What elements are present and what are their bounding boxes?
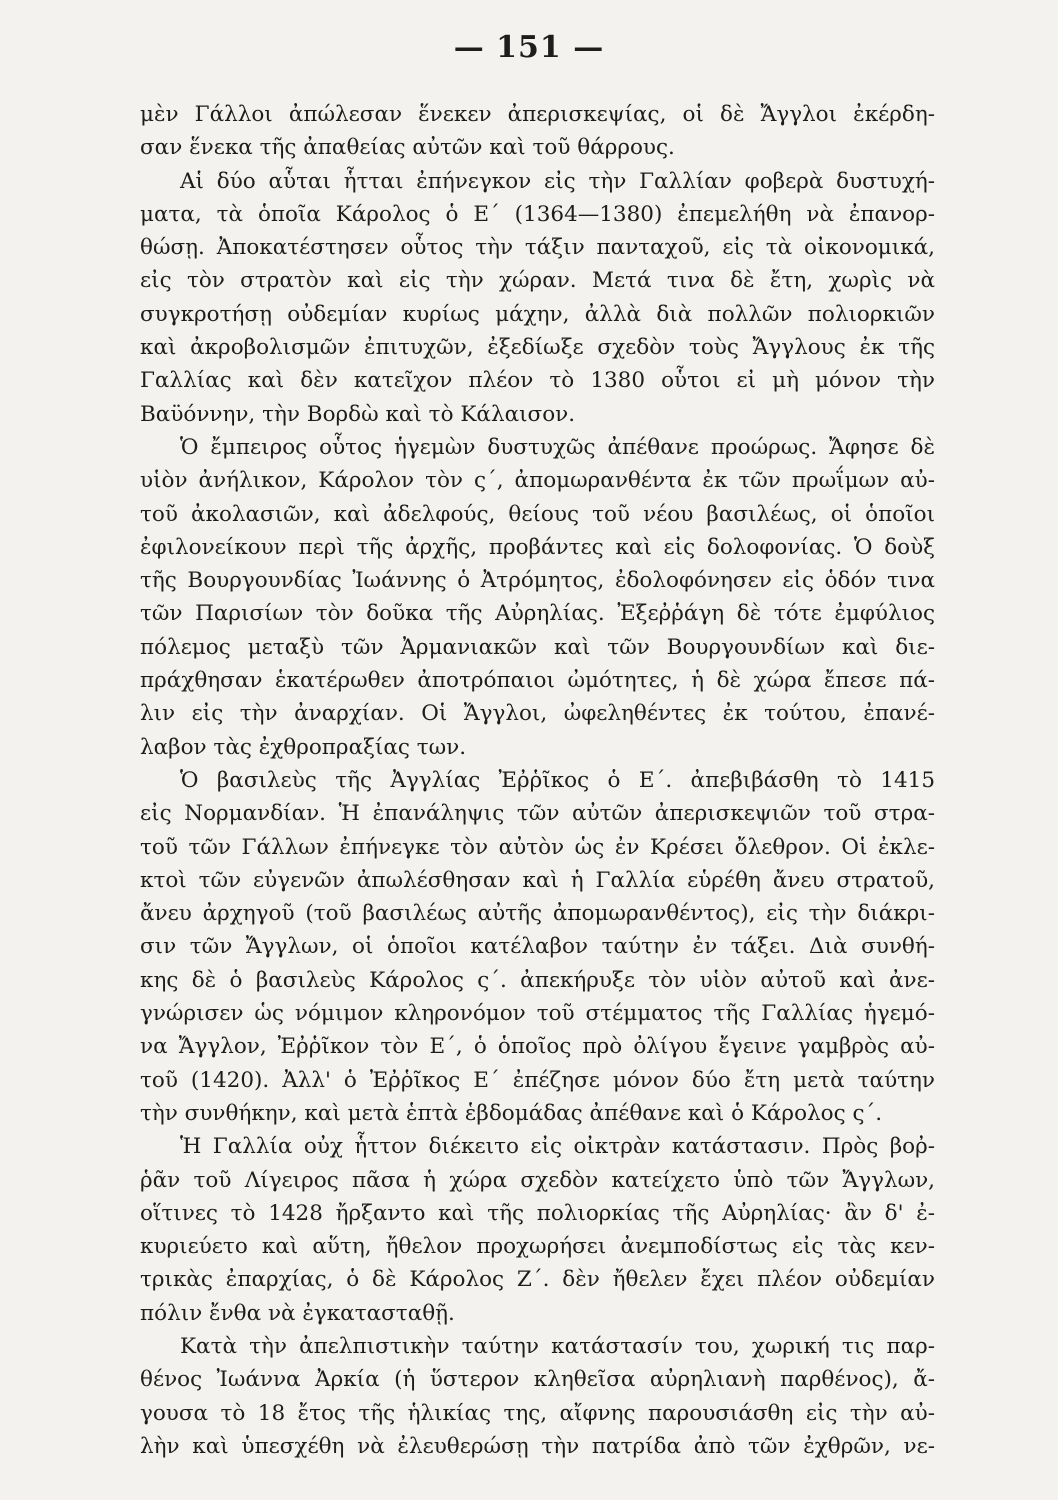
text-line: πράχθησαν ἑκατέρωθεν ἀποτρόπαιοι ὠμότητες, ἡ δὲ χώρα ἔπεσε πά- <box>140 668 935 694</box>
text-line: τοῦ (1420). Ἀλλ' ὁ Ἐῤῥῖκος Ε΄ ἐπέζησε μόνον δύο ἔτη μετὰ ταύτην <box>140 1067 935 1093</box>
text-line: θώσῃ. Ἀποκατέστησεν οὗτος τὴν τάξιν πανταχοῦ, εἰς τὰ οἰκονομικά, <box>140 235 935 261</box>
text-line: καὶ ἀκροβολισμῶν ἐπιτυχῶν, ἐξεδίωξε σχεδὸν τοὺς Ἄγγλους ἐκ τῆς <box>140 335 935 361</box>
text-line: Ὁ ἔμπειρος οὗτος ἡγεμὼν δυστυχῶς ἀπέθανε προώρως. Ἄφησε δὲ <box>180 434 935 460</box>
text-line: θένος Ἰωάννα Ἀρκία (ἡ ὕστερον κληθεῖσα αὐρηλιανὴ παρθένος), ἄ- <box>140 1367 935 1393</box>
text-line: μὲν Γάλλοι ἀπώλεσαν ἕνεκεν ἀπερισκεψίας, οἱ δὲ Ἄγγλοι ἐκέρδη- <box>140 102 935 127</box>
text-line: λὴν καὶ ὑπεσχέθη νὰ ἐλευθερώσῃ τὴν πατρίδα ἀπὸ τῶν ἐχθρῶν, νε- <box>140 1433 935 1459</box>
text-line: Ὁ βασιλεὺς τῆς Ἀγγλίας Ἐῤῥῖκος ὁ Ε΄. ἀπεβιβάσθη τὸ 1415 <box>180 767 935 793</box>
text-line: τοῦ τῶν Γάλλων ἐπήνεγκε τὸν αὐτὸν ὡς ἐν Κρέσει ὄλεθρον. Οἱ ἐκλε- <box>140 834 935 860</box>
text-line: εἰς Νορμανδίαν. Ἡ ἐπανάληψις τῶν αὐτῶν ἀπερισκεψιῶν τοῦ στρα- <box>140 801 935 827</box>
text-line: υἱὸν ἀνήλικον, Κάρολον τὸν ς΄, ἀπομωρανθέντα ἐκ τῶν πρωΐμων αὐ- <box>140 468 935 494</box>
text-line: τρικὰς ἐπαρχίας, ὁ δὲ Κάρολος Ζ΄. δὲν ἤθελεν ἔχει πλέον οὐδεμίαν <box>140 1267 935 1293</box>
text-line: τὴν συνθήκην, καὶ μετὰ ἑπτὰ ἑβδομάδας ἀπέθανε καὶ ὁ Κάρολος ς΄. <box>140 1100 883 1126</box>
text-line: ἄνευ ἀρχηγοῦ (τοῦ βασιλέως αὐτῆς ἀπομωρανθέντος), εἰς τὴν διάκρι- <box>140 901 935 927</box>
text-line: Κατὰ τὴν ἀπελπιστικὴν ταύτην κατάστασίν του, χωρική τις παρ- <box>180 1333 935 1359</box>
text-line: τῆς Βουργουνδίας Ἰωάννης ὁ Ἀτρόμητος, ἐδολοφόνησεν εἰς ὁδόν τινα <box>140 568 935 594</box>
text-line: οἵτινες τὸ 1428 ἤρξαντο καὶ τῆς πολιορκίας τῆς Αὐρηλίας· ἂν δ' ἐ- <box>140 1200 935 1226</box>
text-line: κης δὲ ὁ βασιλεὺς Κάρολος ς΄. ἀπεκήρυξε τὸν υἱὸν αὐτοῦ καὶ ἀνε- <box>140 967 935 993</box>
text-line: Βαϋόννην, τὴν Βορδὼ καὶ τὸ Κάλαισον. <box>140 401 576 427</box>
text-line: σαν ἕνεκα τῆς ἀπαθείας αὐτῶν καὶ τοῦ θάρρους. <box>140 135 675 161</box>
text-line: να Ἄγγλον, Ἐῤῥῖκον τὸν Ε΄, ὁ ὁποῖος πρὸ ὀλίγου ἔγεινε γαμβρὸς αὐ- <box>140 1034 935 1060</box>
text-line: τοῦ ἀκολασιῶν, καὶ ἀδελφούς, θείους τοῦ νέου βασιλέως, οἱ ὁποῖοι <box>140 501 935 527</box>
text-line: ἐφιλονείκουν περὶ τῆς ἀρχῆς, προβάντες καὶ εἰς δολοφονίας. Ὁ δοὺξ <box>140 534 935 560</box>
text-line: Γαλλίας καὶ δὲν κατεῖχον πλέον τὸ 1380 οὗτοι εἰ μὴ μόνον τὴν <box>140 368 935 394</box>
text-line: γνώρισεν ὡς νόμιμον κληρονόμον τοῦ στέμματος τῆς Γαλλίας ἡγεμό- <box>140 1001 935 1027</box>
text-line: ῥᾶν τοῦ Λίγειρος πᾶσα ἡ χώρα σχεδὸν κατείχετο ὑπὸ τῶν Ἄγγλων, <box>140 1167 935 1193</box>
text-line: εἰς τὸν στρατὸν καὶ εἰς τὴν χώραν. Μετά τινα δὲ ἔτη, χωρὶς νὰ <box>140 268 935 294</box>
text-line: σιν τῶν Ἄγγλων, οἱ ὁποῖοι κατέλαβον ταύτην ἐν τάξει. Διὰ συνθή- <box>140 934 935 960</box>
text-line: πόλεμος μεταξὺ τῶν Ἀρμανιακῶν καὶ τῶν Βουργουνδίων καὶ διε- <box>140 634 935 660</box>
text-line: γουσα τὸ 18 ἔτος τῆς ἡλικίας της, αἴφνης παρουσιάσθη εἰς τὴν αὐ- <box>140 1400 935 1426</box>
text-line: πόλιν ἔνθα νὰ ἐγκατασταθῇ. <box>140 1300 455 1326</box>
text-line: ματα, τὰ ὁποῖα Κάρολος ὁ Ε΄ (1364—1380) ἐπεμελήθη νὰ ἐπανορ- <box>140 201 935 227</box>
text-line: Ἡ Γαλλία οὐχ ἧττον διέκειτο εἰς οἰκτρὰν κατάστασιν. Πρὸς βοῤ- <box>180 1134 935 1160</box>
text-line: κτοὶ τῶν εὐγενῶν ἀπωλέσθησαν καὶ ἡ Γαλλία εὑρέθη ἄνευ στρατοῦ, <box>140 867 935 893</box>
text-line: λαβον τὰς ἐχθροπραξίας των. <box>140 734 467 760</box>
text-line: Αἱ δύο αὗται ἧτται ἐπήνεγκον εἰς τὴν Γαλλίαν φοβερὰ δυστυχή- <box>180 168 935 194</box>
body-text <box>140 98 935 1463</box>
page-number: — 151 — <box>453 30 605 65</box>
text-line: τῶν Παρισίων τὸν δοῦκα τῆς Αὐρηλίας. Ἐξεῤῥάγη δὲ τότε ἐμφύλιος <box>140 601 935 627</box>
text-line: κυριεύετο καὶ αὕτη, ἤθελον προχωρήσει ἀνεμποδίστως εἰς τὰς κεν- <box>140 1234 935 1260</box>
text-line: συγκροτήσῃ οὐδεμίαν κυρίως μάχην, ἀλλὰ διὰ πολλῶν πολιορκιῶν <box>140 301 935 327</box>
text-line: λιν εἰς τὴν ἀναρχίαν. Οἱ Ἄγγλοι, ὠφεληθέντες ἐκ τούτου, ἐπανέ- <box>140 701 935 727</box>
